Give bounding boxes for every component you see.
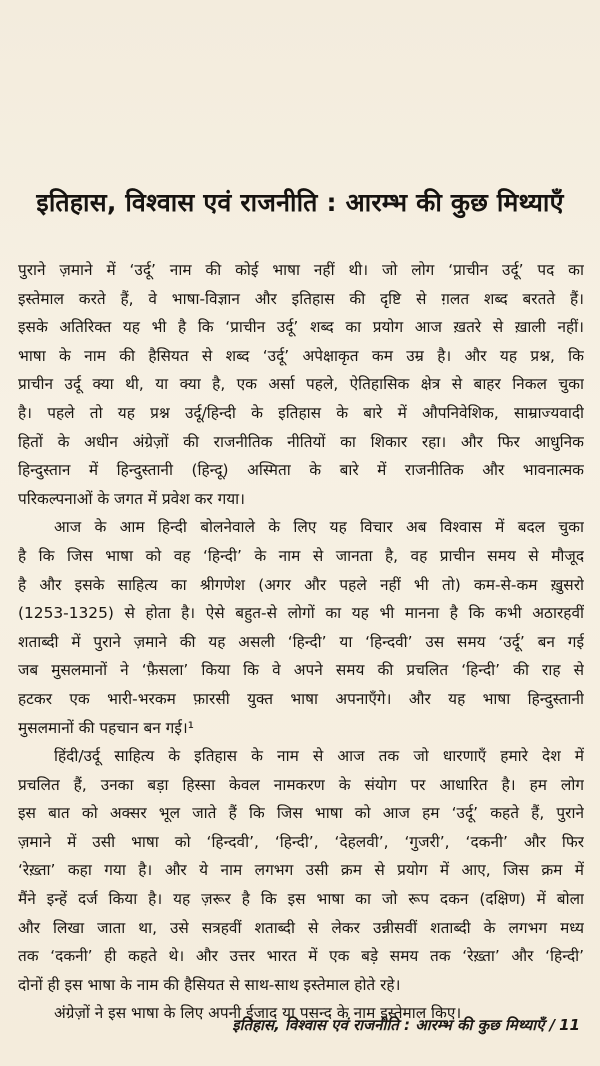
text-line: (1253-1325) से होता है। ऐसे बहुत-से लोगों का यह भी मानना है कि कभी अठारहवीं bbox=[18, 604, 584, 623]
text-line: पुराने ज़माने में ‘उर्दू’ नाम की कोई भाषा नहीं थी। जो लोग ‘प्राचीन उर्दू’ पद का bbox=[18, 261, 584, 279]
text-line: ज़माने में उसी भाषा को ‘हिन्दवी’, ‘हिन्दी’, ‘देहलवी’, ‘गुजरी’, ‘दकनी’ और फिर bbox=[18, 832, 584, 851]
text-line: प्रचलित हैं, उनका बड़ा हिस्सा केवल नामकरण के संयोग पर आधारित है। हम लोग bbox=[18, 775, 584, 794]
text-line: ‘रेख़्ता’ कहा गया है। और ये नाम लगभग उसी क्रम से प्रयोग में आए, जिस क्रम में bbox=[18, 861, 584, 880]
text-line: दोनों ही इस भाषा के नाम की हैसियत से साथ-साथ इस्तेमाल होते रहे। bbox=[18, 975, 401, 994]
body-text bbox=[18, 256, 584, 1028]
page-number: 11 bbox=[559, 1016, 580, 1034]
text-line: हिन्दुस्तान में हिन्दुस्तानी (हिन्दू) अस्मिता के बारे में राजनीतिक और भावनात्मक bbox=[18, 461, 584, 480]
text-line: प्राचीन उर्दू क्या थी, या क्या है, एक अर्सा पहले, ऐतिहासिक क्षेत्र से बाहर निकल चुका bbox=[18, 375, 584, 394]
paragraph bbox=[18, 742, 584, 999]
text-line: मुसलमानों की पहचान बन गई।¹ bbox=[18, 718, 194, 737]
text-line: भाषा के नाम की हैसियत से शब्द ‘उर्दू’ अपेक्षाकृत कम उम्र है। और यह प्रश्न, कि bbox=[18, 346, 584, 365]
text-line: अंग्रेज़ों ने इस भाषा के लिए अपनी ईजाद या पसन्द के नाम इस्तेमाल किए। bbox=[54, 1004, 462, 1023]
text-line: मैंने इन्हें दर्ज किया है। यह ज़रूर है कि इस भाषा का जो रूप दकन (दक्षिण) में बोला bbox=[18, 890, 584, 909]
text-line: शताब्दी में पुराने ज़माने की यह असली ‘हिन्दी’ या ‘हिन्दवी’ उस समय ‘उर्दू’ बन गई bbox=[18, 632, 584, 651]
text-line: परिकल्पनाओं के जगत में प्रवेश कर गया। bbox=[18, 489, 245, 508]
text-line: जब मुसलमानों ने ‘फ़ैसला’ किया कि वे अपने समय की प्रचलित ‘हिन्दी’ की राह से bbox=[18, 661, 584, 680]
text-line: हिंदी/उर्दू साहित्य के इतिहास के नाम से आज तक जो धारणाएँ हमारे देश में bbox=[54, 747, 584, 766]
paragraph bbox=[18, 256, 584, 513]
text-line: हटकर एक भारी-भरकम फ़ारसी युक्त भाषा अपनाएँगे। और यह भाषा हिन्दुस्तानी bbox=[18, 689, 584, 708]
running-title: इतिहास, विश्वास एवं राजनीति : आरम्भ की कुछ मिथ्याएँ / bbox=[232, 1016, 556, 1034]
text-line: इस बात को अक्सर भूल जाते हैं कि जिस भाषा को आज हम ‘उर्दू’ कहते हैं, पुराने bbox=[18, 804, 584, 823]
text-line: तक ‘दकनी’ ही कहते थे। और उत्तर भारत में एक बड़े समय तक ‘रेख़्ता’ और ‘हिन्दी’ bbox=[18, 947, 584, 966]
text-line: इसके अतिरिक्त यह भी है कि ‘प्राचीन उर्दू’ शब्द का प्रयोग आज ख़तरे से ख़ाली नहीं। bbox=[18, 318, 584, 337]
text-line: आज के आम हिन्दी बोलनेवाले के लिए यह विचार अब विश्वास में बदल चुका bbox=[54, 518, 584, 537]
text-line: है कि जिस भाषा को वह ‘हिन्दी’ के नाम से जानता है, वह प्राचीन समय से मौजूद bbox=[18, 546, 584, 565]
text-line: है। पहले तो यह प्रश्न उर्दू/हिन्दी के इतिहास के बारे में औपनिवेशिक, साम्राज्यवादी bbox=[18, 403, 584, 422]
page-footer bbox=[232, 1015, 580, 1035]
text-line: है और इसके साहित्य का श्रीगणेश (अगर और पहले नहीं भी तो) कम-से-कम ख़ुसरो bbox=[18, 575, 584, 594]
text-line: इस्तेमाल करते हैं, वे भाषा-विज्ञान और इतिहास की दृष्टि से ग़लत शब्द बरतते हैं। bbox=[18, 289, 584, 308]
text-line: और लिखा जाता था, उसे सत्रहवीं शताब्दी से लेकर उन्नीसवीं शताब्दी के लगभग मध्य bbox=[18, 918, 584, 937]
chapter-title: इतिहास, विश्वास एवं राजनीति : आरम्भ की कुछ मिथ्याएँ bbox=[36, 187, 564, 217]
paragraph bbox=[18, 513, 584, 742]
text-line: हितों के अधीन अंग्रेज़ों की राजनीतिक नीतियों का शिकार रहा। और फिर आधुनिक bbox=[18, 432, 584, 451]
